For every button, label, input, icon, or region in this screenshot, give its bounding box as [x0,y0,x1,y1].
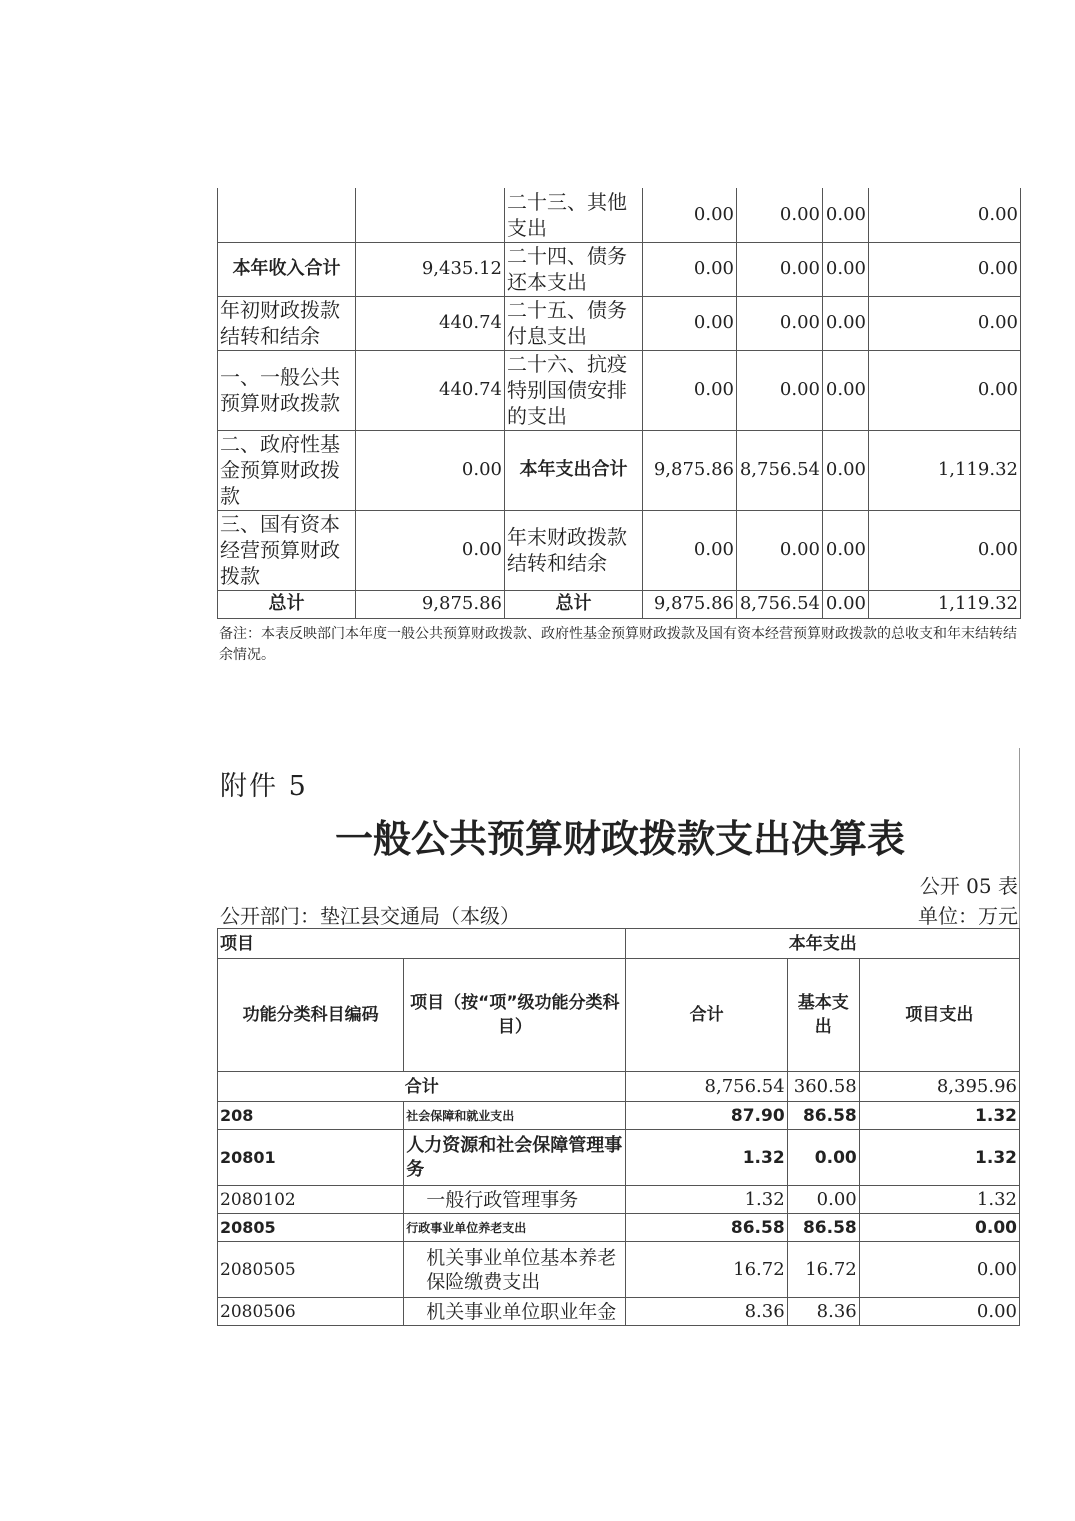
item-name: 行政事业单位养老支出 [404,1214,626,1242]
expense-fund: 0.00 [823,188,869,242]
item-name: 人力资源和社会保障管理事务 [404,1130,626,1186]
general-budget-expense-table [217,928,1020,1326]
function-code: 2080506 [218,1298,404,1326]
expense-fund: 0.00 [823,296,869,350]
income-value: 0.00 [356,510,505,590]
header-code: 功能分类科目编码 [218,959,404,1072]
expense-total: 9,875.86 [643,590,737,618]
row-project: 0.00 [859,1298,1019,1326]
row-total: 86.58 [626,1214,787,1242]
item-name: 一般行政管理事务 [404,1186,626,1214]
row-basic: 16.72 [787,1242,859,1298]
table-row [218,350,1021,430]
expense-general: 0.00 [737,350,823,430]
expense-fund: 0.00 [823,510,869,590]
row-basic: 0.00 [787,1186,859,1214]
header-row [218,929,1020,959]
item-name: 机关事业单位基本养老保险缴费支出 [404,1242,626,1298]
expense-total: 9,875.86 [643,430,737,510]
item-name: 社会保障和就业支出 [404,1102,626,1130]
expense-label: 二十三、其他支出 [505,188,643,242]
header-basic: 基本支出 [787,959,859,1072]
expense-label: 二十四、债务还本支出 [505,242,643,296]
row-total: 1.32 [626,1186,787,1214]
expense-state: 0.00 [869,296,1021,350]
row-project: 1.32 [859,1102,1019,1130]
row-project: 1.32 [859,1130,1019,1186]
table-row [218,1186,1020,1214]
expense-state: 0.00 [869,510,1021,590]
header-project: 项目 [218,929,626,959]
sum-project: 8,395.96 [859,1072,1019,1102]
table-row [218,510,1021,590]
row-total: 87.90 [626,1102,787,1130]
expense-general: 0.00 [737,188,823,242]
expense-total: 0.00 [643,510,737,590]
unit-label: 单位：万元 [918,904,1018,928]
expense-state: 0.00 [869,188,1021,242]
income-value: 440.74 [356,350,505,430]
sum-row [218,1072,1020,1102]
table-row [218,1242,1020,1298]
income-label: 本年收入合计 [218,242,356,296]
table-row [218,1214,1020,1242]
function-code: 2080102 [218,1186,404,1214]
income-value: 0.00 [356,430,505,510]
row-basic: 0.00 [787,1130,859,1186]
income-label: 二、政府性基金预算财政拨款 [218,430,356,510]
income-label: 三、国有资本经营预算财政拨款 [218,510,356,590]
expense-label: 总计 [505,590,643,618]
function-code: 208 [218,1102,404,1130]
expense-total: 0.00 [643,188,737,242]
attachment-label: 附件 5 [220,771,308,802]
table-row [218,1102,1020,1130]
income-value: 440.74 [356,296,505,350]
expense-state: 1,119.32 [869,430,1021,510]
income-label: 总计 [218,590,356,618]
header-total: 合计 [626,959,787,1072]
expense-state: 1,119.32 [869,590,1021,618]
row-total: 16.72 [626,1242,787,1298]
expense-fund: 0.00 [823,350,869,430]
page-title: 一般公共预算财政拨款支出决算表 [334,816,905,861]
table-row [218,242,1021,296]
department-label: 公开部门：垫江县交通局（本级） [220,904,520,928]
expense-fund: 0.00 [823,242,869,296]
function-code: 2080505 [218,1242,404,1298]
row-total: 1.32 [626,1130,787,1186]
table-row [218,430,1021,510]
row-project: 0.00 [859,1242,1019,1298]
expense-total: 0.00 [643,242,737,296]
expense-general: 8,756.54 [737,590,823,618]
row-total: 8.36 [626,1298,787,1326]
table-note: 备注：本表反映部门本年度一般公共预算财政拨款、政府性基金预算财政拨款及国有资本经营预算财政拨款的总收支和年末结转结余情况。 [219,626,1017,663]
sum-basic: 360.58 [787,1072,859,1102]
function-code: 20801 [218,1130,404,1186]
table-row [218,1298,1020,1326]
income-label: 一、一般公共预算财政拨款 [218,350,356,430]
row-project: 0.00 [859,1214,1019,1242]
expense-general: 0.00 [737,242,823,296]
expense-label: 二十六、抗疫特别国债安排的支出 [505,350,643,430]
expense-total: 0.00 [643,296,737,350]
table-row [218,590,1021,618]
expense-state: 0.00 [869,350,1021,430]
income-value: 9,875.86 [356,590,505,618]
income-value: 9,435.12 [356,242,505,296]
expense-fund: 0.00 [823,590,869,618]
income-expense-table [217,188,1021,619]
expense-state: 0.00 [869,242,1021,296]
row-basic: 86.58 [787,1214,859,1242]
sum-label: 合计 [218,1072,626,1102]
row-basic: 8.36 [787,1298,859,1326]
table-row [218,1130,1020,1186]
expense-label: 年末财政拨款结转和结余 [505,510,643,590]
function-code: 20805 [218,1214,404,1242]
header-project-expense: 项目支出 [859,959,1019,1072]
expense-general: 0.00 [737,510,823,590]
expense-label: 二十五、债务付息支出 [505,296,643,350]
expense-general: 0.00 [737,296,823,350]
income-label [218,188,356,242]
item-name: 机关事业单位职业年金 [404,1298,626,1326]
table-number: 公开 05 表 [919,874,1018,898]
sum-total: 8,756.54 [626,1072,787,1102]
row-project: 1.32 [859,1186,1019,1214]
income-label: 年初财政拨款结转和结余 [218,296,356,350]
expense-fund: 0.00 [823,430,869,510]
expense-label: 本年支出合计 [505,430,643,510]
table-row [218,296,1021,350]
expense-general: 8,756.54 [737,430,823,510]
expense-total: 0.00 [643,350,737,430]
row-basic: 86.58 [787,1102,859,1130]
header-row [218,959,1020,1072]
table-row [218,188,1021,242]
header-year-expense: 本年支出 [626,929,1020,959]
income-value [356,188,505,242]
header-item: 项目（按“项”级功能分类科目） [404,959,626,1072]
